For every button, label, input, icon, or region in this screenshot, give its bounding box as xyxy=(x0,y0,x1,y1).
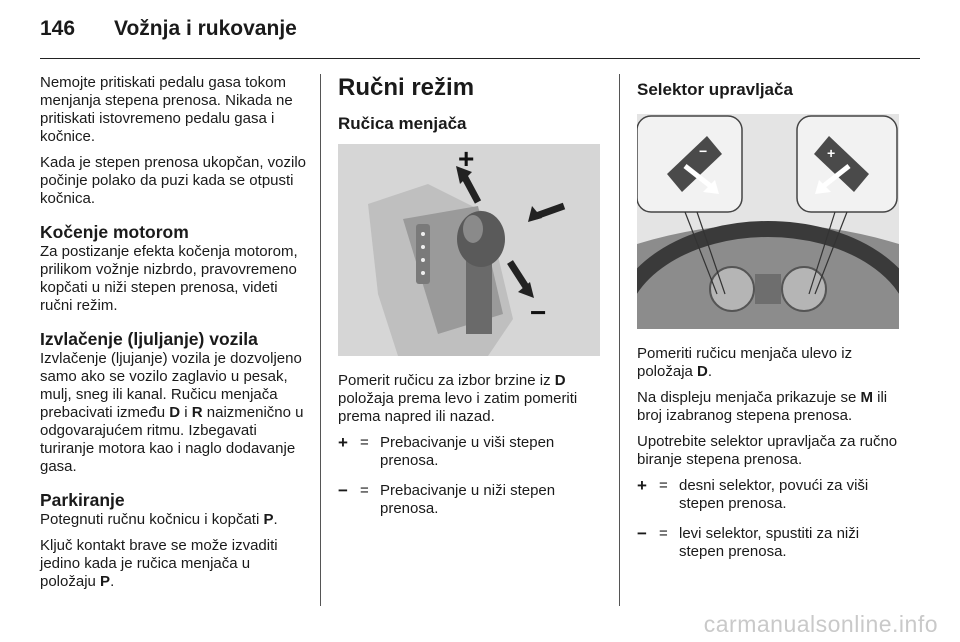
gear-m-label: M xyxy=(860,389,873,406)
gear-p-label: P xyxy=(263,511,274,528)
section-title-steering-selector: Selektor upravljača xyxy=(637,80,793,99)
paddle-plus-symbol: + xyxy=(827,145,836,161)
chapter-title: Vožnja i rukovanje xyxy=(114,17,297,40)
minus-symbol: − xyxy=(530,297,547,328)
paragraph-move-left: Pomeriti ručicu menjača ulevo iz položaja D. xyxy=(637,345,853,380)
paragraph-display: Na displeju menjača prikazuje se M ili broj izabranog stepena prenosa. xyxy=(637,389,888,424)
heading-parking: Parkiranje xyxy=(40,490,125,510)
section-title-manual-mode: Ručni režim xyxy=(338,74,475,101)
paragraph-move-lever: Pomerit ručicu za izbor brzine iz D položaja prema levo i zatim pomeriti prema napred ili nazad. xyxy=(338,372,578,425)
heading-rocking: Izvlačenje (ljuljanje) vozila xyxy=(40,329,258,349)
column-3 xyxy=(637,74,907,573)
plus-icon: + xyxy=(338,433,348,452)
page-header xyxy=(40,17,297,47)
legend-upshift: + = Prebacivanje u viši stepen prenosa. xyxy=(338,433,555,469)
paragraph-parking-1: Potegnuti ručnu kočnicu i kopčati P. xyxy=(40,511,278,528)
gear-d-label-3: D xyxy=(697,363,708,380)
legend-right-selector: + = desni selektor, povući za viši stepen prenosa. xyxy=(637,476,869,512)
column-1 xyxy=(40,74,308,599)
header-rule xyxy=(40,58,920,59)
gear-d-label: D xyxy=(169,404,181,421)
page-number: 146 xyxy=(40,17,76,40)
paragraph-engine-braking: Za postizanje efekta kočenja motorom, prilikom vožnje nizbrdo, pravovremeno kopčati u niži stepen prenosa, videti ručni režim. xyxy=(40,243,298,314)
watermark: carmanualsonline.info xyxy=(703,611,938,637)
paragraph-parking-2: Ključ kontakt brave se može izvaditi jedino kada je ručica menjača u položaju P. xyxy=(40,537,278,590)
column-divider-2 xyxy=(619,74,620,606)
minus-icon: − xyxy=(338,481,348,500)
steering-paddle-figure xyxy=(637,114,899,329)
heading-engine-braking: Kočenje motorom xyxy=(40,222,189,242)
plus-symbol: + xyxy=(458,144,475,174)
subtitle-gear-lever: Ručica menjača xyxy=(338,114,467,133)
paddle-minus-symbol: − xyxy=(699,143,708,159)
legend-left-selector: − = levi selektor, spustiti za niži stepen prenosa. xyxy=(637,524,860,560)
column-2 xyxy=(338,74,606,530)
legend-downshift: − = Prebacivanje u niži stepen prenosa. xyxy=(338,481,556,517)
paragraph-use-selector: Upotrebite selektor upravljača za ručno biranje stepena prenosa. xyxy=(637,433,898,468)
minus-icon: − xyxy=(637,524,647,543)
gear-r-label: R xyxy=(191,404,203,421)
gear-lever-figure xyxy=(338,144,600,356)
paragraph-creep: Kada je stepen prenosa ukopčan, vozilo počinje polako da puzi kada se otpusti kočnica. xyxy=(40,154,307,207)
gear-p-label-2: P xyxy=(100,573,111,590)
plus-icon: + xyxy=(637,476,647,495)
paragraph-gas-pedal: Nemojte pritiskati pedalu gasa tokom menjanja stepena prenosa. Nikada ne pritiskati istovremeno pedalu gasa i kočnice. xyxy=(40,74,293,145)
gear-d-label-2: D xyxy=(554,372,566,389)
paragraph-rocking: Izvlačenje (ljujanje) vozila je dozvoljeno samo ako se vozilo zaglavio u pesak, mulj, sneg ili kanal. Ručicu menjača prebacivati između D i R naizmenično u odgovarajućem ritmu. Izbegavati turiranje motora kao i naglo dodavanje gasa. xyxy=(40,350,304,475)
column-divider-1 xyxy=(320,74,321,606)
